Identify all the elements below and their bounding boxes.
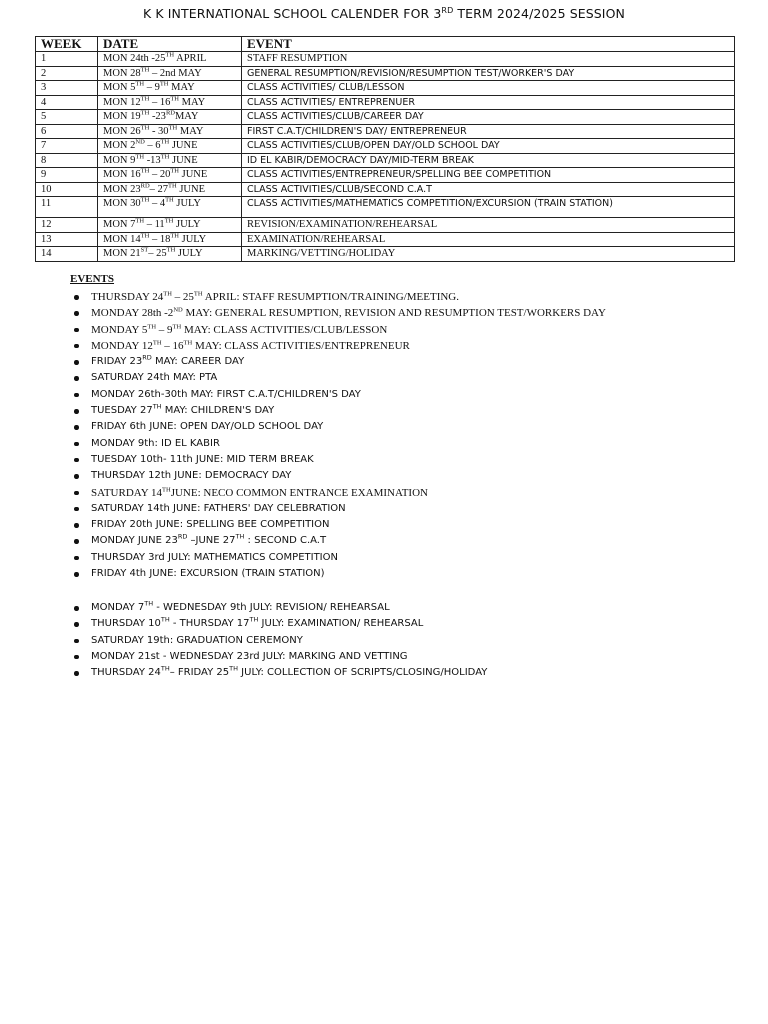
event-list-item bbox=[74, 419, 606, 435]
table-row bbox=[36, 218, 735, 233]
page-title: K K INTERNATIONAL SCHOOL CALENDER FOR 3RD TERM 2024/2025 SESSION bbox=[143, 5, 625, 21]
text-segment: : SECOND C.A.T bbox=[244, 535, 327, 547]
ordinal-suffix: TH bbox=[163, 290, 172, 298]
text-segment: APRIL: STAFF RESUMPTION/TRAINING/MEETING. bbox=[202, 291, 459, 303]
event-column-header: EVENT bbox=[242, 37, 735, 52]
week-cell: 12 bbox=[36, 218, 98, 233]
ordinal-suffix: TH bbox=[140, 124, 150, 131]
text-segment: MONDAY 21st - WEDNESDAY 23rd JULY: MARKING AND VETTING bbox=[91, 650, 408, 662]
text-segment: THURSDAY 3rd JULY: MATHEMATICS COMPETITION bbox=[91, 551, 338, 563]
ordinal-suffix: TH bbox=[160, 138, 170, 146]
text-segment: MAY bbox=[174, 111, 199, 122]
event-list-item bbox=[74, 305, 606, 321]
text-segment: – FRIDAY 25 bbox=[169, 667, 230, 679]
event-list-item bbox=[74, 338, 606, 354]
text-segment: TUESDAY 10th- 11th JUNE: MID TERM BREAK bbox=[91, 453, 314, 465]
text-segment: - THURSDAY 17 bbox=[169, 618, 250, 630]
event-list-item bbox=[74, 403, 606, 419]
event-list-item bbox=[74, 370, 606, 386]
ordinal-suffix: TH bbox=[135, 80, 145, 88]
text-segment: TUESDAY 27 bbox=[91, 405, 153, 417]
ordinal-suffix: TH bbox=[183, 339, 193, 347]
event-cell: CLASS ACTIVITIES/ ENTREPRENUER bbox=[242, 95, 735, 110]
text-segment: JULY: EXAMINATION/ REHEARSAL bbox=[258, 618, 424, 630]
text-segment: – 9 bbox=[156, 323, 173, 336]
text-segment: - WEDNESDAY 9th JULY: REVISION/ REHEARSAL bbox=[153, 602, 390, 613]
event-list-item bbox=[74, 485, 606, 501]
ordinal-suffix: TH bbox=[162, 485, 171, 493]
event-cell: CLASS ACTIVITIES/CLUB/SECOND C.A.T bbox=[242, 182, 735, 197]
text-segment: - 30 bbox=[149, 125, 169, 137]
table-row bbox=[36, 95, 735, 110]
event-cell: CLASS ACTIVITIES/CLUB/CAREER DAY bbox=[242, 110, 735, 125]
ordinal-suffix: TH bbox=[147, 322, 157, 330]
ordinal-suffix: TH bbox=[170, 95, 179, 102]
week-cell: 6 bbox=[36, 124, 98, 139]
text-segment: MON 14 bbox=[103, 233, 141, 245]
ordinal-suffix: TH bbox=[140, 232, 150, 239]
ordinal-suffix: TH bbox=[166, 246, 176, 254]
ordinal-suffix: RD bbox=[177, 533, 188, 542]
date-cell bbox=[98, 218, 242, 233]
text-segment: MON 30 bbox=[103, 198, 141, 209]
ordinal-suffix: RD bbox=[142, 353, 152, 362]
text-segment: MON 16 bbox=[103, 169, 141, 180]
event-cell: MARKING/VETTING/HOLIDAY bbox=[242, 247, 735, 262]
week-cell: 2 bbox=[36, 66, 98, 81]
events-heading: EVENTS bbox=[70, 273, 115, 285]
ordinal-suffix: TH bbox=[164, 217, 174, 225]
table-row bbox=[36, 110, 735, 125]
event-list-item bbox=[74, 322, 606, 338]
text-segment: – 6 bbox=[144, 140, 161, 151]
ordinal-suffix: ST bbox=[140, 246, 149, 254]
text-segment: MON 28 bbox=[103, 67, 141, 79]
event-list-item bbox=[74, 566, 606, 582]
event-cell: GENERAL RESUMPTION/REVISION/RESUMPTION TEST/WORKER'S DAY bbox=[242, 66, 735, 81]
ordinal-suffix: TH bbox=[160, 153, 170, 160]
date-cell bbox=[98, 52, 242, 67]
week-cell: 5 bbox=[36, 110, 98, 125]
text-segment: MAY: CAREER DAY bbox=[151, 356, 245, 368]
event-cell: CLASS ACTIVITIES/CLUB/OPEN DAY/OLD SCHOOL DAY bbox=[242, 139, 735, 154]
table-row bbox=[36, 168, 735, 183]
text-segment: – 16 bbox=[161, 339, 184, 352]
event-list-item bbox=[74, 354, 606, 370]
text-segment: MON 5 bbox=[103, 82, 136, 93]
ordinal-suffix: RD bbox=[140, 182, 150, 189]
ordinal-suffix: TH bbox=[193, 290, 203, 298]
text-segment: THURSDAY 24 bbox=[91, 667, 161, 679]
calendar-table bbox=[35, 36, 735, 262]
text-segment: MON 2 bbox=[103, 140, 136, 151]
text-segment: MONDAY 7 bbox=[91, 602, 145, 613]
text-segment: MON 7 bbox=[103, 219, 136, 230]
text-segment: – 18 bbox=[149, 233, 171, 245]
text-segment: MAY: CHILDREN'S DAY bbox=[161, 405, 275, 417]
event-list-item bbox=[74, 517, 606, 533]
text-segment: – 2nd MAY bbox=[149, 67, 202, 79]
event-list-item bbox=[74, 665, 487, 681]
event-cell: EXAMINATION/REHEARSAL bbox=[242, 232, 735, 247]
ordinal-suffix: TH bbox=[135, 217, 145, 225]
ordinal-suffix: TH bbox=[168, 124, 178, 131]
table-row bbox=[36, 124, 735, 139]
ordinal-suffix: TH bbox=[170, 167, 179, 175]
event-list-item bbox=[74, 550, 606, 566]
date-cell bbox=[98, 232, 242, 247]
text-segment: MON 23 bbox=[103, 183, 141, 195]
date-cell bbox=[98, 153, 242, 168]
ordinal-suffix: RD bbox=[165, 109, 175, 117]
text-segment: FRIDAY 4th JUNE: EXCURSION (TRAIN STATION) bbox=[91, 568, 325, 580]
text-segment: MONDAY 9th: ID EL KABIR bbox=[91, 437, 220, 449]
ordinal-suffix: TH bbox=[172, 322, 182, 330]
week-cell: 9 bbox=[36, 168, 98, 183]
text-segment: – 11 bbox=[144, 219, 165, 230]
event-list-item bbox=[74, 616, 487, 632]
event-list-item bbox=[74, 436, 606, 452]
text-segment: MAY: CLASS ACTIVITIES/CLUB/LESSON bbox=[181, 323, 388, 336]
event-list-item bbox=[74, 600, 487, 616]
event-cell: STAFF RESUMPTION bbox=[242, 52, 735, 67]
date-cell bbox=[98, 197, 242, 218]
table-row bbox=[36, 81, 735, 96]
event-cell: CLASS ACTIVITIES/ CLUB/LESSON bbox=[242, 81, 735, 96]
date-cell bbox=[98, 247, 242, 262]
table-header-row bbox=[36, 37, 735, 52]
text-segment: – 27 bbox=[149, 183, 169, 195]
text-segment: – 16 bbox=[149, 96, 171, 108]
ordinal-suffix: TH bbox=[229, 664, 238, 673]
text-segment: JULY: COLLECTION OF SCRIPTS/CLOSING/HOLIDAY bbox=[238, 667, 488, 679]
event-list-item bbox=[74, 649, 487, 665]
date-column-header: DATE bbox=[98, 37, 242, 52]
text-segment: MAY bbox=[168, 82, 195, 93]
text-segment: – 9 bbox=[144, 82, 160, 93]
ordinal-suffix: ND bbox=[173, 306, 183, 314]
event-cell: REVISION/EXAMINATION/REHEARSAL bbox=[242, 218, 735, 233]
ordinal-suffix: TH bbox=[135, 153, 145, 160]
week-cell: 4 bbox=[36, 95, 98, 110]
text-segment: THURSDAY 10 bbox=[91, 618, 161, 630]
text-segment: THURSDAY 24 bbox=[91, 291, 164, 303]
text-segment: -23 bbox=[149, 111, 166, 122]
ordinal-suffix: TH bbox=[152, 402, 162, 411]
week-cell: 3 bbox=[36, 81, 98, 96]
text-segment: SATURDAY 14th JUNE: FATHERS' DAY CELEBRATION bbox=[91, 502, 346, 514]
week-cell: 13 bbox=[36, 232, 98, 247]
ordinal-suffix: TH bbox=[152, 339, 162, 347]
text-segment: FRIDAY 20th JUNE: SPELLING BEE COMPETITION bbox=[91, 519, 330, 531]
table-row bbox=[36, 197, 735, 218]
ordinal-suffix: TH bbox=[235, 533, 245, 542]
ordinal-suffix: TH bbox=[140, 109, 150, 117]
date-cell bbox=[98, 81, 242, 96]
event-cell: CLASS ACTIVITIES/ENTREPRENEUR/SPELLING BEE COMPETITION bbox=[242, 168, 735, 183]
week-column-header: WEEK bbox=[36, 37, 98, 52]
event-list-item bbox=[74, 533, 606, 549]
week-cell: 10 bbox=[36, 182, 98, 197]
text-segment: –JUNE 27 bbox=[187, 535, 236, 547]
table-row bbox=[36, 232, 735, 247]
text-segment: THURSDAY 12th JUNE: DEMOCRACY DAY bbox=[91, 470, 292, 482]
text-segment: JUNE: NECO COMMON ENTRANCE EXAMINATION bbox=[170, 486, 428, 499]
date-cell bbox=[98, 95, 242, 110]
text-segment: – 4 bbox=[149, 198, 166, 209]
event-list-item bbox=[74, 501, 606, 517]
text-segment: APRIL bbox=[174, 53, 207, 64]
week-cell: 1 bbox=[36, 52, 98, 67]
ordinal-suffix: TH bbox=[165, 51, 175, 59]
text-segment: JUNE bbox=[169, 154, 198, 166]
ordinal-suffix: TH bbox=[159, 80, 169, 88]
date-cell bbox=[98, 110, 242, 125]
event-list-item bbox=[74, 289, 606, 305]
text-segment: SATURDAY 19th: GRADUATION CEREMONY bbox=[91, 634, 303, 646]
text-segment: MONDAY JUNE 23 bbox=[91, 535, 178, 547]
text-segment: – 25 bbox=[171, 291, 194, 303]
text-segment: JUNE bbox=[176, 183, 206, 195]
text-segment: MONDAY 28th -2 bbox=[91, 307, 174, 320]
table-row bbox=[36, 139, 735, 154]
text-segment: -13 bbox=[144, 154, 161, 166]
text-segment: MON 12 bbox=[103, 96, 141, 108]
ordinal-suffix: TH bbox=[170, 232, 179, 239]
table-row bbox=[36, 66, 735, 81]
event-list-item bbox=[74, 387, 606, 403]
text-segment: MON 26 bbox=[103, 125, 141, 137]
text-segment: JULY bbox=[175, 248, 203, 259]
ordinal-suffix: TH bbox=[249, 615, 259, 624]
text-segment: MONDAY 12 bbox=[91, 339, 153, 352]
event-cell: CLASS ACTIVITIES/MATHEMATICS COMPETITION/EXCURSION (TRAIN STATION) bbox=[242, 197, 735, 218]
ordinal-suffix: TH bbox=[140, 95, 150, 102]
text-segment: MAY: CLASS ACTIVITIES/ENTREPRENEUR bbox=[192, 339, 410, 352]
date-cell bbox=[98, 124, 242, 139]
event-cell: ID EL KABIR/DEMOCRACY DAY/MID-TERM BREAK bbox=[242, 153, 735, 168]
ordinal-suffix: TH bbox=[140, 167, 150, 175]
week-cell: 7 bbox=[36, 139, 98, 154]
date-cell bbox=[98, 139, 242, 154]
text-segment: MAY bbox=[177, 125, 204, 137]
ordinal-suffix: TH bbox=[144, 599, 154, 608]
text-segment: JUNE bbox=[178, 169, 208, 180]
events-list bbox=[74, 289, 606, 582]
events-list-closing bbox=[74, 600, 487, 681]
text-segment: – 20 bbox=[149, 169, 171, 180]
table-row bbox=[36, 247, 735, 262]
text-segment: JULY bbox=[173, 219, 201, 230]
text-segment: – 25 bbox=[148, 248, 167, 259]
text-segment: MONDAY 5 bbox=[91, 323, 148, 336]
ordinal-suffix: TH bbox=[168, 182, 177, 189]
date-cell bbox=[98, 168, 242, 183]
table-row bbox=[36, 182, 735, 197]
event-list-item bbox=[74, 633, 487, 649]
text-segment: JULY bbox=[173, 198, 201, 209]
text-segment: FRIDAY 6th JUNE: OPEN DAY/OLD SCHOOL DAY bbox=[91, 421, 324, 433]
date-cell bbox=[98, 66, 242, 81]
event-list-item bbox=[74, 468, 606, 484]
text-segment: SATURDAY 14 bbox=[91, 486, 163, 499]
table-row bbox=[36, 153, 735, 168]
text-segment: MONDAY 26th-30th MAY: FIRST C.A.T/CHILDREN'S DAY bbox=[91, 388, 361, 400]
ordinal-suffix: TH bbox=[160, 664, 170, 673]
text-segment: MON 9 bbox=[103, 154, 136, 166]
week-cell: 11 bbox=[36, 197, 98, 218]
text-segment: MAY: GENERAL RESUMPTION, REVISION AND RESUMPTION TEST/WORKERS DAY bbox=[182, 307, 606, 320]
week-cell: 14 bbox=[36, 247, 98, 262]
text-segment: SATURDAY 24th MAY: PTA bbox=[91, 372, 218, 384]
text-segment: JUNE bbox=[169, 140, 198, 151]
text-segment: MON 24th -25 bbox=[103, 53, 166, 64]
ordinal-suffix: ND bbox=[135, 138, 145, 146]
text-segment: JULY bbox=[178, 233, 207, 245]
text-segment: MON 21 bbox=[103, 248, 141, 259]
event-list-item bbox=[74, 452, 606, 468]
date-cell bbox=[98, 182, 242, 197]
text-segment: MAY bbox=[178, 96, 206, 108]
table-row bbox=[36, 52, 735, 67]
ordinal-suffix: TH bbox=[140, 196, 150, 204]
week-cell: 8 bbox=[36, 153, 98, 168]
event-cell: FIRST C.A.T/CHILDREN'S DAY/ ENTREPRENEUR bbox=[242, 124, 735, 139]
text-segment: FRIDAY 23 bbox=[91, 356, 143, 368]
text-segment: MON 19 bbox=[103, 111, 141, 122]
ordinal-suffix: TH bbox=[140, 66, 150, 73]
ordinal-suffix: TH bbox=[165, 196, 174, 204]
ordinal-suffix: TH bbox=[160, 615, 170, 624]
